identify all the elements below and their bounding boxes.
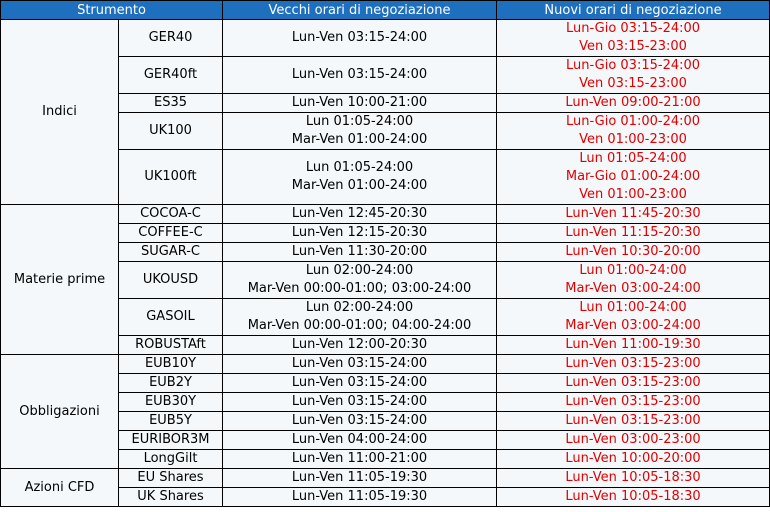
table-row [1,20,770,57]
new-hours-cell: Lun-Ven 11:15-20:30 [497,224,770,243]
header-instrument: Strumento [1,1,223,20]
new-hours-cell: Lun-Gio 03:15-24:00 Ven 03:15-23:00 [497,20,770,57]
old-hours-cell: Lun-Ven 12:00-20:30 [223,336,497,355]
category-indices: Indici [1,20,119,205]
table-row [1,355,770,374]
table-row [1,205,770,224]
new-hours-cell: Lun 01:00-24:00 Mar-Ven 03:00-24:00 [497,299,770,336]
category-bonds: Obbligazioni [1,355,119,469]
instrument-cell: UK100 [119,113,223,150]
instrument-cell: EUB30Y [119,393,223,412]
table-row [1,469,770,488]
instrument-cell: EURIBOR3M [119,431,223,450]
instrument-cell: UKOUSD [119,262,223,299]
new-hours-cell: Lun-Ven 03:15-23:00 [497,412,770,431]
old-hours-cell: Lun-Ven 11:05-19:30 [223,469,497,488]
new-hours-cell: Lun-Ven 10:05-18:30 [497,488,770,507]
instrument-cell: COFFEE-C [119,224,223,243]
new-hours-cell: Lun-Ven 03:15-23:00 [497,355,770,374]
instrument-cell: UK Shares [119,488,223,507]
new-hours-cell: Lun-Gio 01:00-24:00 Ven 01:00-23:00 [497,113,770,150]
old-hours-cell: Lun-Ven 12:45-20:30 [223,205,497,224]
instrument-cell: ES35 [119,94,223,113]
instrument-cell: GER40 [119,20,223,57]
old-hours-cell: Lun 01:05-24:00 Mar-Ven 01:00-24:00 [223,150,497,205]
instrument-cell: SUGAR-C [119,243,223,262]
category-commodities: Materie prime [1,205,119,355]
new-hours-cell: Lun 01:05-24:00 Mar-Gio 01:00-24:00 Ven 01:00-23:00 [497,150,770,205]
instrument-cell: COCOA-C [119,205,223,224]
instrument-cell: EU Shares [119,469,223,488]
instrument-cell: LongGilt [119,450,223,469]
old-hours-cell: Lun-Ven 11:05-19:30 [223,488,497,507]
new-hours-cell: Lun-Ven 10:05-18:30 [497,469,770,488]
old-hours-cell: Lun-Ven 03:15-24:00 [223,355,497,374]
new-hours-cell: Lun-Ven 03:00-23:00 [497,431,770,450]
header-new-hours: Nuovi orari di negoziazione [497,1,770,20]
instrument-cell: GER40ft [119,57,223,94]
old-hours-cell: Lun-Ven 03:15-24:00 [223,393,497,412]
old-hours-cell: Lun-Ven 10:00-21:00 [223,94,497,113]
old-hours-cell: Lun 01:05-24:00 Mar-Ven 01:00-24:00 [223,113,497,150]
new-hours-cell: Lun 01:00-24:00 Mar-Ven 03:00-24:00 [497,262,770,299]
instrument-cell: GASOIL [119,299,223,336]
new-hours-cell: Lun-Ven 11:45-20:30 [497,205,770,224]
old-hours-cell: Lun-Ven 04:00-24:00 [223,431,497,450]
category-cfd: Azioni CFD [1,469,119,507]
old-hours-cell: Lun 02:00-24:00 Mar-Ven 00:00-01:00; 03:00-24:00 [223,262,497,299]
new-hours-cell: Lun-Ven 11:00-19:30 [497,336,770,355]
new-hours-cell: Lun-Ven 03:15-23:00 [497,374,770,393]
new-hours-cell: Lun-Ven 09:00-21:00 [497,94,770,113]
new-hours-cell: Lun-Ven 10:00-20:00 [497,450,770,469]
old-hours-cell: Lun-Ven 03:15-24:00 [223,20,497,57]
old-hours-cell: Lun-Ven 03:15-24:00 [223,412,497,431]
instrument-cell: EUB5Y [119,412,223,431]
instrument-cell: EUB2Y [119,374,223,393]
instrument-cell: UK100ft [119,150,223,205]
header-row [1,1,770,20]
instrument-cell: ROBUSTAft [119,336,223,355]
instrument-cell: EUB10Y [119,355,223,374]
header-old-hours: Vecchi orari di negoziazione [223,1,497,20]
old-hours-cell: Lun-Ven 12:15-20:30 [223,224,497,243]
new-hours-cell: Lun-Gio 03:15-24:00 Ven 03:15-23:00 [497,57,770,94]
old-hours-cell: Lun-Ven 03:15-24:00 [223,57,497,94]
old-hours-cell: Lun-Ven 11:00-21:00 [223,450,497,469]
old-hours-cell: Lun 02:00-24:00 Mar-Ven 00:00-01:00; 04:00-24:00 [223,299,497,336]
old-hours-cell: Lun-Ven 03:15-24:00 [223,374,497,393]
old-hours-cell: Lun-Ven 11:30-20:00 [223,243,497,262]
new-hours-cell: Lun-Ven 10:30-20:00 [497,243,770,262]
new-hours-cell: Lun-Ven 03:15-23:00 [497,393,770,412]
